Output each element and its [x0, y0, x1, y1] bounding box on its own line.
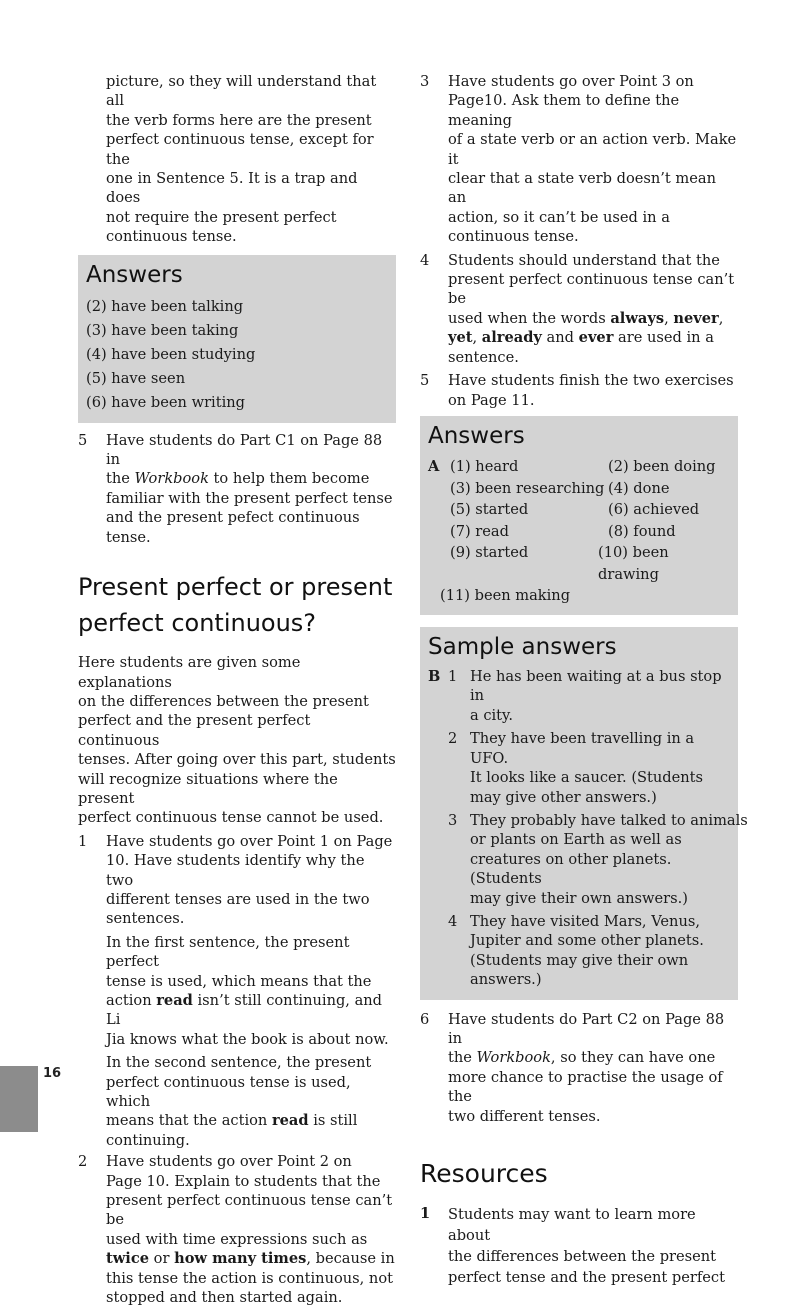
point-6: [420, 1010, 738, 1126]
text-line: picture, so they will understand that all: [106, 73, 377, 110]
text-line: used with time expressions such as: [106, 1230, 368, 1248]
text-line: perfect tense and the present perfect: [448, 1269, 725, 1286]
text-line: action, so it can’t be used in a: [448, 208, 670, 226]
text-line: the Workbook to help them become: [106, 470, 370, 488]
resource-1: [420, 1204, 738, 1288]
text-line: Have students go over Point 3 on: [448, 73, 694, 90]
answer-cell: (4) done: [608, 479, 670, 497]
sample-list: [428, 667, 748, 990]
text-line: Have students go over Point 2 on: [106, 1153, 352, 1171]
answers-grid: [428, 456, 730, 607]
answer-cell: (9) started: [450, 544, 529, 562]
text-line: Have students go over Point 1 on Page: [106, 832, 393, 850]
point-1-para-2: [106, 933, 396, 1049]
text-line: two different tenses.: [448, 1107, 601, 1125]
text-line: twice or how many times, because in: [106, 1250, 395, 1268]
text-line: Students should understand that the: [448, 251, 720, 269]
text-line: sentence.: [448, 348, 519, 366]
sample-item: 2 They have been travelling in a UFO. It looks like a saucer. (Students may give other answers.): [448, 730, 704, 806]
answer-cell: (5) started: [450, 501, 529, 519]
point-1-para-3: [106, 1053, 396, 1150]
text-line: 10. Have students identify why the two: [106, 852, 365, 889]
section-title-line: perfect continuous?: [78, 609, 317, 638]
text-line: continuing.: [106, 1131, 190, 1149]
right-column: [420, 72, 748, 1288]
answer-item: (2) have been talking: [86, 297, 244, 315]
text-line: this tense the action is continuous, not: [106, 1269, 393, 1287]
answer-cell: [608, 585, 730, 607]
text-line: action read isn’t still continuing, and Li: [106, 992, 383, 1029]
answer-cell: (10) been drawing: [598, 544, 669, 583]
answers-box-left: [78, 255, 396, 423]
answer-item: (5) have seen: [86, 369, 186, 387]
text-line: perfect continuous tense is used, which: [106, 1073, 351, 1111]
text-line: perfect continuous tense, except for the: [106, 131, 374, 168]
section-heading: [78, 569, 396, 641]
step-number: 5: [78, 431, 88, 449]
sample-answers-box: [420, 627, 748, 1000]
text-line: the differences between the present: [448, 1248, 717, 1265]
text-line: Jia knows what the book is about now.: [106, 1030, 389, 1048]
answer-cell: (2) been doing: [608, 457, 716, 475]
exercise-label: B: [428, 668, 441, 686]
workbook-title: Workbook: [476, 1049, 551, 1067]
step-number: 5: [420, 372, 430, 390]
sample-answers-heading: Sample answers: [428, 634, 617, 661]
point-3: [420, 72, 738, 247]
step-number: 4: [420, 251, 430, 269]
sample-item: 1 He has been waiting at a bus stop in a city.: [448, 668, 722, 724]
text-line: Have students finish the two exercises: [448, 372, 734, 390]
point-5: [420, 371, 738, 410]
text-line: tenses. After going over this part, students: [78, 751, 396, 769]
exercise-label: A: [428, 457, 440, 475]
page-tab: [0, 1066, 38, 1132]
section-title-line: Present perfect or present: [78, 573, 393, 602]
step-number: 6: [420, 1010, 430, 1028]
text-line: different tenses are used in the two: [106, 890, 370, 908]
step-5: [78, 431, 396, 547]
workbook-title: Workbook: [134, 470, 209, 488]
step-number: 2: [78, 1153, 88, 1171]
answer-cell: (8) found: [608, 522, 676, 540]
text-line: familiar with the present perfect tense: [106, 489, 393, 507]
step-number: 1: [420, 1205, 431, 1222]
answer-item: (3) have been taking: [86, 321, 239, 339]
text-line: stopped and then started again.: [106, 1289, 343, 1307]
left-column: [78, 72, 396, 1308]
text-line: In the first sentence, the present perfect: [106, 933, 350, 971]
section-intro: [78, 653, 396, 828]
text-line: will recognize situations where the present: [78, 770, 338, 807]
text-line: on Page 11.: [448, 391, 535, 409]
text-line: In the second sentence, the present: [106, 1054, 372, 1072]
text-line: the Workbook, so they can have one: [448, 1049, 716, 1067]
sample-item: 4 They have visited Mars, Venus, Jupiter and some other planets. (Students may give their own answers.): [448, 912, 704, 989]
text-line: more chance to practise the usage of the: [448, 1068, 723, 1106]
text-line: Have students do Part C2 on Page 88 in: [448, 1010, 725, 1047]
answer-item: (6) have been writing: [86, 393, 245, 411]
text-line: used when the words always, never,: [448, 309, 724, 327]
step-number: 3: [420, 73, 430, 90]
text-line: Page10. Ask them to define the meaning: [448, 92, 680, 129]
text-line: means that the action read is still: [106, 1112, 358, 1130]
text-line: continuous tense.: [106, 228, 237, 246]
text-line: one in Sentence 5. It is a trap and does: [106, 170, 358, 207]
answer-cell: (6) achieved: [608, 501, 700, 519]
text-line: Students may want to learn more about: [448, 1206, 696, 1244]
answer-cell: (1) heard: [450, 457, 519, 475]
text-line: continuous tense.: [448, 228, 579, 246]
sample-item: 3 They probably have talked to animals or plants on Earth as well as creatures on other planets. (Students may give their own answers.): [448, 811, 748, 907]
text-line: and the present pefect continuous tense.: [106, 509, 360, 546]
step-number: 1: [78, 832, 88, 850]
text-line: of a state verb or an action verb. Make it: [448, 131, 737, 168]
text-line: yet, already and ever are used in a: [448, 329, 714, 347]
text-line: Here students are given some explanations: [78, 654, 301, 691]
answers-heading: Answers: [86, 261, 183, 288]
text-line: present perfect continuous tense can’t be: [448, 271, 735, 308]
text-line: on the differences between the present: [78, 692, 369, 710]
intro-paragraph: [78, 72, 396, 247]
text-line: tense is used, which means that the: [106, 972, 372, 990]
point-4: [420, 251, 738, 367]
text-line: Have students do Part C1 on Page 88 in: [106, 431, 383, 469]
answer-cell: (3) been researching: [450, 479, 605, 497]
answer-cell: (11) been making: [440, 587, 571, 605]
answer-item: (4) have been studying: [86, 345, 256, 363]
point-1: [78, 832, 396, 1151]
answers-box-right: [420, 416, 738, 615]
answer-cell: (7) read: [450, 522, 509, 540]
text-line: clear that a state verb doesn’t mean an: [448, 170, 717, 207]
page-number: 16: [43, 1066, 62, 1081]
text-line: not require the present perfect: [106, 208, 337, 226]
text-line: Page 10. Explain to students that the: [106, 1172, 381, 1190]
text-line: perfect continuous tense cannot be used.: [78, 809, 384, 827]
resources-heading: Resources: [420, 1159, 548, 1188]
text-line: sentences.: [106, 910, 185, 928]
text-line: present perfect continuous tense can’t be: [106, 1192, 393, 1229]
answers-heading: Answers: [428, 422, 525, 449]
text-line: perfect and the present perfect continuous: [78, 712, 311, 749]
text-line: the verb forms here are the present: [106, 111, 372, 129]
point-2: [78, 1152, 396, 1307]
